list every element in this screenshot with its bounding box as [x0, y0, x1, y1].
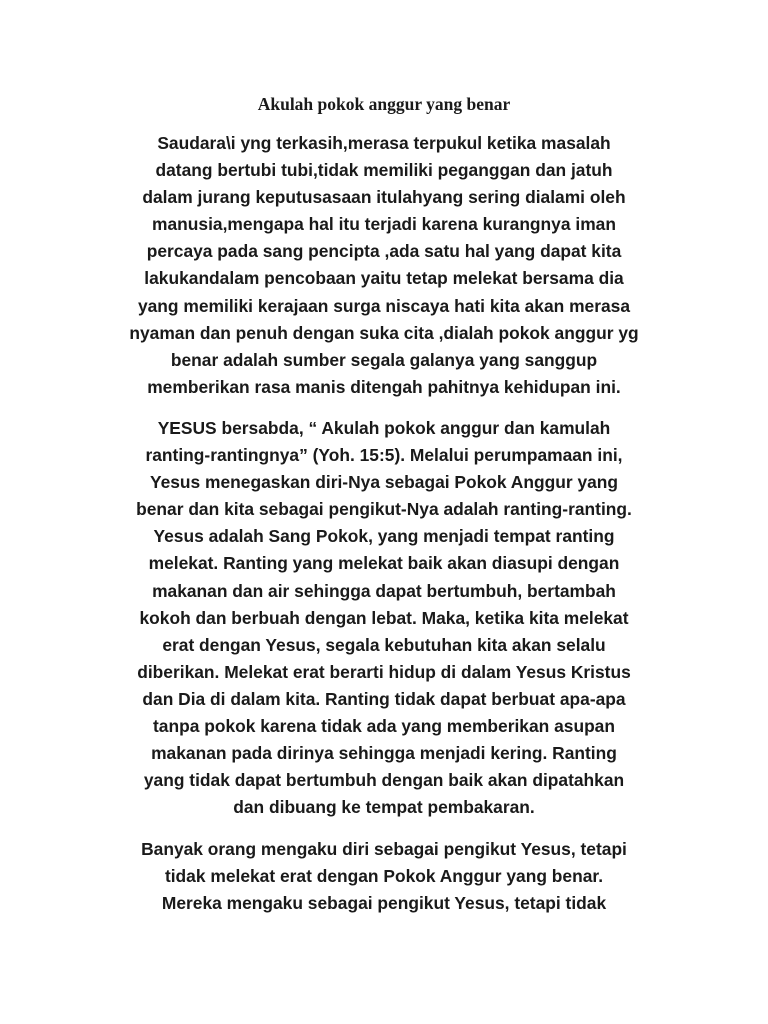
document-title: Akulah pokok anggur yang benar: [257, 94, 511, 114]
paragraph-line: Yesus adalah Sang Pokok, yang menjadi tempat ranting: [153, 526, 615, 547]
paragraph-line: tanpa pokok karena tidak ada yang memberikan asupan: [153, 716, 615, 737]
paragraph-line: makanan pada dirinya sehingga menjadi kering. Ranting: [151, 743, 617, 764]
paragraph-line: nyaman dan penuh dengan suka cita ,dialah pokok anggur yg: [129, 322, 639, 343]
paragraph-line: yang memiliki kerajaan surga niscaya hati kita akan merasa: [137, 295, 631, 316]
paragraph-line: kokoh dan berbuah dengan lebat. Maka, ketika kita melekat: [139, 607, 629, 628]
paragraph-line: percaya pada sang pencipta ,ada satu hal yang dapat kita: [146, 241, 622, 262]
paragraph-line: manusia,mengapa hal itu terjadi karena kurangnya iman: [152, 214, 616, 235]
paragraph-3: [84, 836, 684, 917]
paragraph-2: [84, 415, 684, 821]
paragraph-line: lakukandalam pencobaan yaitu tetap melekat bersama dia: [144, 268, 624, 289]
paragraph-line: Yesus menegaskan diri-Nya sebagai Pokok Anggur yang: [149, 472, 619, 493]
paragraph-line: ranting-rantingnya” (Yoh. 15:5). Melalui perumpamaan ini,: [145, 445, 623, 466]
paragraph-line: YESUS bersabda, “ Akulah pokok anggur dan kamulah: [157, 418, 611, 438]
paragraph-line: benar adalah sumber segala galanya yang sanggup: [170, 349, 598, 370]
paragraph-line: yang tidak dapat bertumbuh dengan baik akan dipatahkan: [143, 770, 625, 791]
paragraph-line: dalam jurang keputusasaan itulahyang sering dialami oleh: [142, 187, 626, 208]
paragraph-line: datang bertubi tubi,tidak memiliki peganggan dan jatuh: [155, 160, 613, 181]
paragraph-line: memberikan rasa manis ditengah pahitnya kehidupan ini.: [147, 376, 621, 397]
paragraph-line: melekat. Ranting yang melekat baik akan diasupi dengan: [148, 553, 620, 574]
paragraph-line: dan Dia di dalam kita. Ranting tidak dapat berbuat apa-apa: [142, 688, 626, 709]
paragraph-1: [84, 130, 684, 401]
paragraph-line: Saudara\i yng terkasih,merasa terpukul ketika masalah: [157, 133, 611, 153]
paragraph-line: dan dibuang ke tempat pembakaran.: [233, 797, 535, 818]
paragraph-line: benar dan kita sebagai pengikut-Nya adalah ranting-ranting.: [136, 499, 632, 520]
paragraph-line: Banyak orang mengaku diri sebagai pengikut Yesus, tetapi: [141, 839, 627, 859]
paragraph-line: Mereka mengaku sebagai pengikut Yesus, tetapi tidak: [161, 893, 607, 914]
paragraph-line: makanan dan air sehingga dapat bertumbuh, bertambah: [152, 580, 616, 601]
paragraph-line: tidak melekat erat dengan Pokok Anggur yang benar.: [164, 866, 604, 887]
paragraph-line: diberikan. Melekat erat berarti hidup di dalam Yesus Kristus: [137, 661, 631, 682]
paragraph-line: erat dengan Yesus, segala kebutuhan kita akan selalu: [162, 634, 606, 655]
